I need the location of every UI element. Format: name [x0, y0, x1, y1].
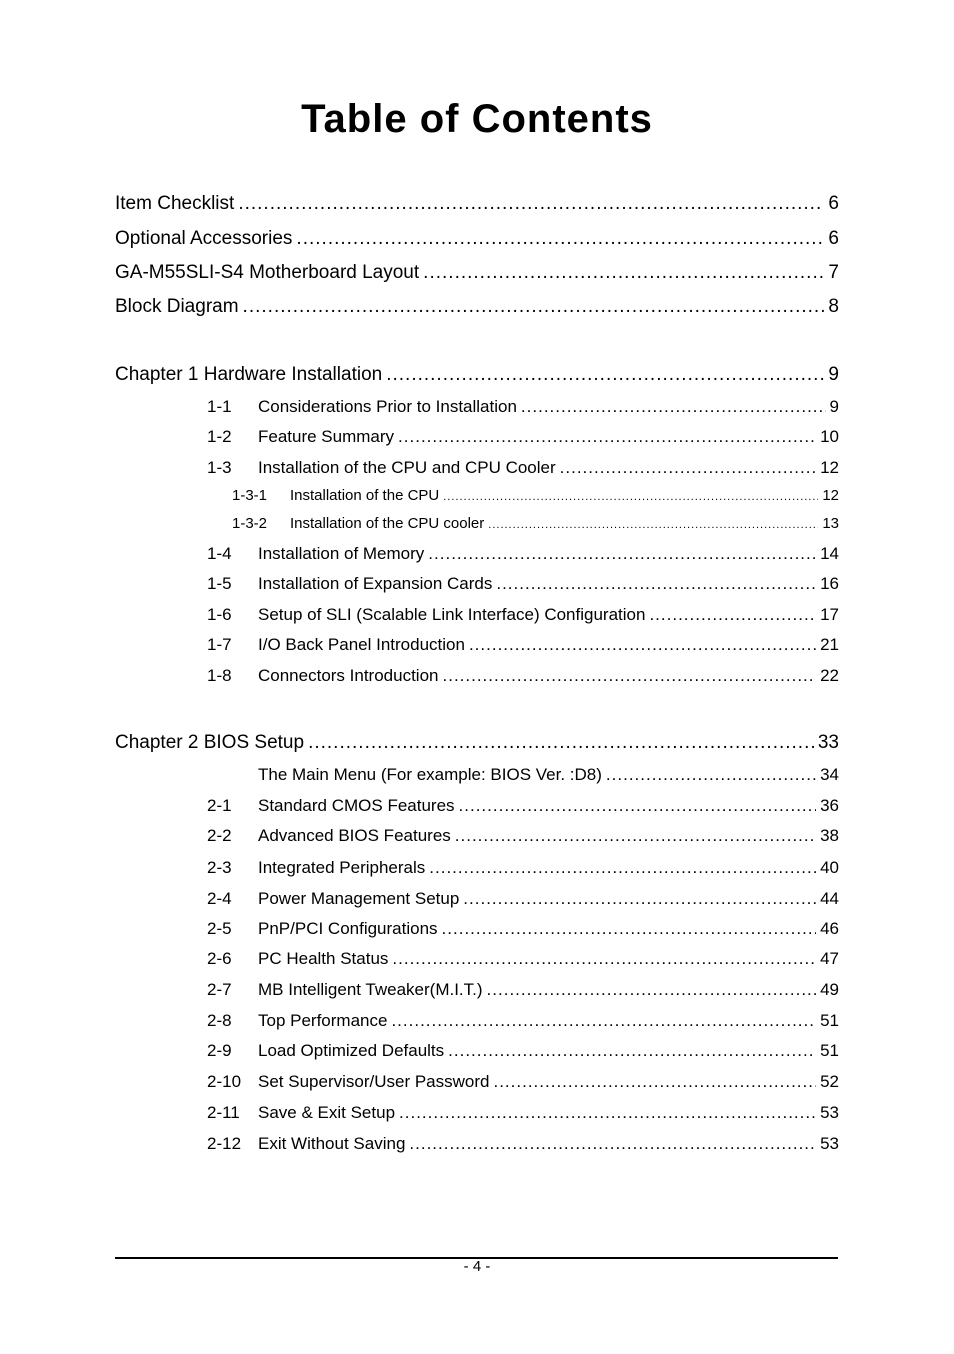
toc-entry-label: Standard CMOS Features [258, 796, 455, 815]
toc-entry [207, 796, 839, 816]
toc-entry [115, 364, 839, 386]
toc-entry-label: The Main Menu (For example: BIOS Ver. :D8) [258, 765, 602, 784]
toc-entry-label: Chapter 1 Hardware Installation [115, 364, 383, 385]
dot-leader [409, 1134, 816, 1154]
toc-entry [115, 262, 839, 284]
toc-entry [207, 826, 839, 846]
dot-leader [448, 1041, 816, 1061]
toc-entry-page: 9 [828, 364, 839, 385]
toc-entry-page: 36 [820, 796, 839, 815]
toc-entry-page: 6 [828, 193, 839, 214]
toc-entry-page: 49 [820, 980, 839, 999]
toc-entry-page: 53 [820, 1134, 839, 1153]
toc-entry [207, 544, 839, 564]
dot-leader [243, 296, 825, 318]
toc-entry-label: MB Intelligent Tweaker(M.I.T.) [258, 980, 483, 999]
toc-entry-page: 46 [820, 919, 839, 938]
toc-entry-label: Installation of the CPU cooler [290, 515, 485, 532]
toc-entry-page: 51 [820, 1011, 839, 1030]
toc-entry-page: 14 [820, 544, 839, 563]
toc-entry-label: Advanced BIOS Features [258, 826, 451, 845]
toc-entry-label: Save & Exit Setup [258, 1103, 396, 1122]
toc-entry-number: 2-2 [207, 826, 232, 845]
toc-entry-number: 2-12 [207, 1134, 242, 1153]
toc-entry-label: Block Diagram [115, 296, 239, 317]
toc-entry-label: Connectors Introduction [258, 666, 439, 685]
toc-entry-page: 40 [820, 858, 839, 877]
toc-entry-label: Considerations Prior to Installation [258, 397, 517, 416]
toc-entry-number: 1-6 [207, 605, 232, 624]
dot-leader [443, 666, 817, 686]
toc-entry-label: PC Health Status [258, 949, 389, 968]
dot-leader [496, 574, 816, 594]
toc-entry-number: 2-9 [207, 1041, 232, 1060]
toc-entry-page: 10 [820, 427, 839, 446]
dot-leader [386, 364, 824, 386]
toc-entry-page: 8 [828, 296, 839, 317]
toc-entry-page: 12 [822, 487, 839, 504]
toc-entry-number: 1-3-1 [232, 487, 268, 504]
toc-entry-label: Installation of Expansion Cards [258, 574, 493, 593]
toc-entry-label: Item Checklist [115, 193, 235, 214]
toc-entry [207, 427, 839, 447]
toc-entry-page: 51 [820, 1041, 839, 1060]
toc-entry-label: Installation of Memory [258, 544, 425, 563]
toc-entry-page: 9 [829, 397, 839, 416]
toc-entry-page: 33 [817, 732, 839, 753]
dot-leader [488, 519, 818, 531]
toc-entry-page: 6 [828, 228, 839, 249]
toc-entry-page: 44 [820, 889, 839, 908]
toc-entry-number: 1-1 [207, 397, 232, 416]
dot-leader [423, 262, 824, 284]
toc-entry-page: 47 [820, 949, 839, 968]
dot-leader [443, 491, 818, 503]
dot-leader [493, 1072, 816, 1092]
toc-entry [207, 919, 839, 939]
toc-entry-page: 38 [820, 826, 839, 845]
dot-leader [469, 635, 816, 655]
toc-entry-label: Top Performance [258, 1011, 388, 1030]
dot-leader [455, 826, 816, 846]
toc-entry-page: 17 [820, 605, 839, 624]
toc-entry [207, 666, 839, 686]
dot-leader [649, 605, 816, 625]
toc-entry-label: Chapter 2 BIOS Setup [115, 732, 305, 753]
toc-entry-label: Setup of SLI (Scalable Link Interface) Configuration [258, 605, 646, 624]
toc-entry [207, 458, 839, 478]
toc-entry-label: GA-M55SLI-S4 Motherboard Layout [115, 262, 420, 283]
toc-entry-number: 1-5 [207, 574, 232, 593]
dot-leader [308, 732, 814, 754]
dot-leader [429, 858, 816, 878]
toc-entry-number: 1-3 [207, 458, 232, 477]
dot-leader [398, 427, 816, 447]
dot-leader [399, 1103, 816, 1123]
toc-entry-number: 2-5 [207, 919, 232, 938]
toc-entry-number: 2-11 [207, 1103, 240, 1122]
toc-entry-page: 52 [820, 1072, 839, 1091]
toc-entry-label: Power Management Setup [258, 889, 460, 908]
toc-entry-number: 1-3-2 [232, 515, 268, 532]
toc-entry-number: 1-4 [207, 544, 232, 563]
dot-leader [296, 228, 824, 250]
toc-entry [207, 397, 839, 417]
toc-entry-label: Installation of the CPU and CPU Cooler [258, 458, 556, 477]
dot-leader [463, 889, 816, 909]
toc-entry [115, 296, 839, 318]
toc-entry-page: 16 [820, 574, 839, 593]
toc-entry [207, 574, 839, 594]
dot-leader [238, 193, 824, 215]
page-number: - 4 - [463, 1258, 491, 1275]
toc-entry [207, 1011, 839, 1031]
toc-entry-label: Integrated Peripherals [258, 858, 426, 877]
page-title: Table of Contents [301, 97, 653, 141]
toc-entry-label: Exit Without Saving [258, 1134, 406, 1153]
toc-entry [207, 1134, 839, 1154]
toc-entry-label: PnP/PCI Configurations [258, 919, 438, 938]
toc-entry [207, 980, 839, 1000]
toc-entry-number: 2-8 [207, 1011, 232, 1030]
toc-entry [115, 228, 839, 250]
toc-entry-number: 1-7 [207, 635, 232, 654]
toc-entry [207, 765, 839, 785]
toc-entry [207, 889, 839, 909]
toc-entry-label: Optional Accessories [115, 228, 293, 249]
toc-entry [115, 193, 839, 215]
dot-leader [442, 919, 817, 939]
toc-entry [232, 487, 839, 504]
toc-entry [232, 515, 839, 532]
toc-entry-page: 12 [820, 458, 839, 477]
toc-entry-number: 1-8 [207, 666, 232, 685]
toc-entry-label: Load Optimized Defaults [258, 1041, 445, 1060]
toc-entry-number: 2-4 [207, 889, 232, 908]
dot-leader [459, 796, 817, 816]
dot-leader [560, 458, 816, 478]
toc-entry-label: Feature Summary [258, 427, 395, 446]
toc-entry-number: 2-1 [207, 796, 232, 815]
toc-entry-page: 22 [820, 666, 839, 685]
toc-entry [207, 949, 839, 969]
dot-leader [391, 1011, 816, 1031]
toc-entry-number: 1-2 [207, 427, 232, 446]
dot-leader [606, 765, 816, 785]
toc-entry-page: 7 [828, 262, 839, 283]
toc-entry-label: Set Supervisor/User Password [258, 1072, 490, 1091]
toc-entry [207, 605, 839, 625]
dot-leader [392, 949, 816, 969]
toc-entry-label: I/O Back Panel Introduction [258, 635, 465, 654]
toc-entry [207, 858, 839, 878]
toc-entry-page: 21 [820, 635, 839, 654]
toc-entry-number: 2-10 [207, 1072, 242, 1091]
dot-leader [487, 980, 817, 1000]
toc-entry-number: 2-6 [207, 949, 232, 968]
toc-entry-page: 13 [822, 515, 839, 532]
toc-entry [207, 1041, 839, 1061]
toc-entry-label: Installation of the CPU [290, 487, 440, 504]
toc-entry [207, 635, 839, 655]
toc-entry-number: 2-3 [207, 858, 232, 877]
toc-entry-number: 2-7 [207, 980, 232, 999]
dot-leader [521, 397, 826, 417]
dot-leader [428, 544, 816, 564]
toc-entry-page: 53 [820, 1103, 839, 1122]
toc-entry [207, 1103, 839, 1123]
toc-entry [115, 732, 839, 754]
toc-entry [207, 1072, 839, 1092]
toc-entry-page: 34 [820, 765, 839, 784]
